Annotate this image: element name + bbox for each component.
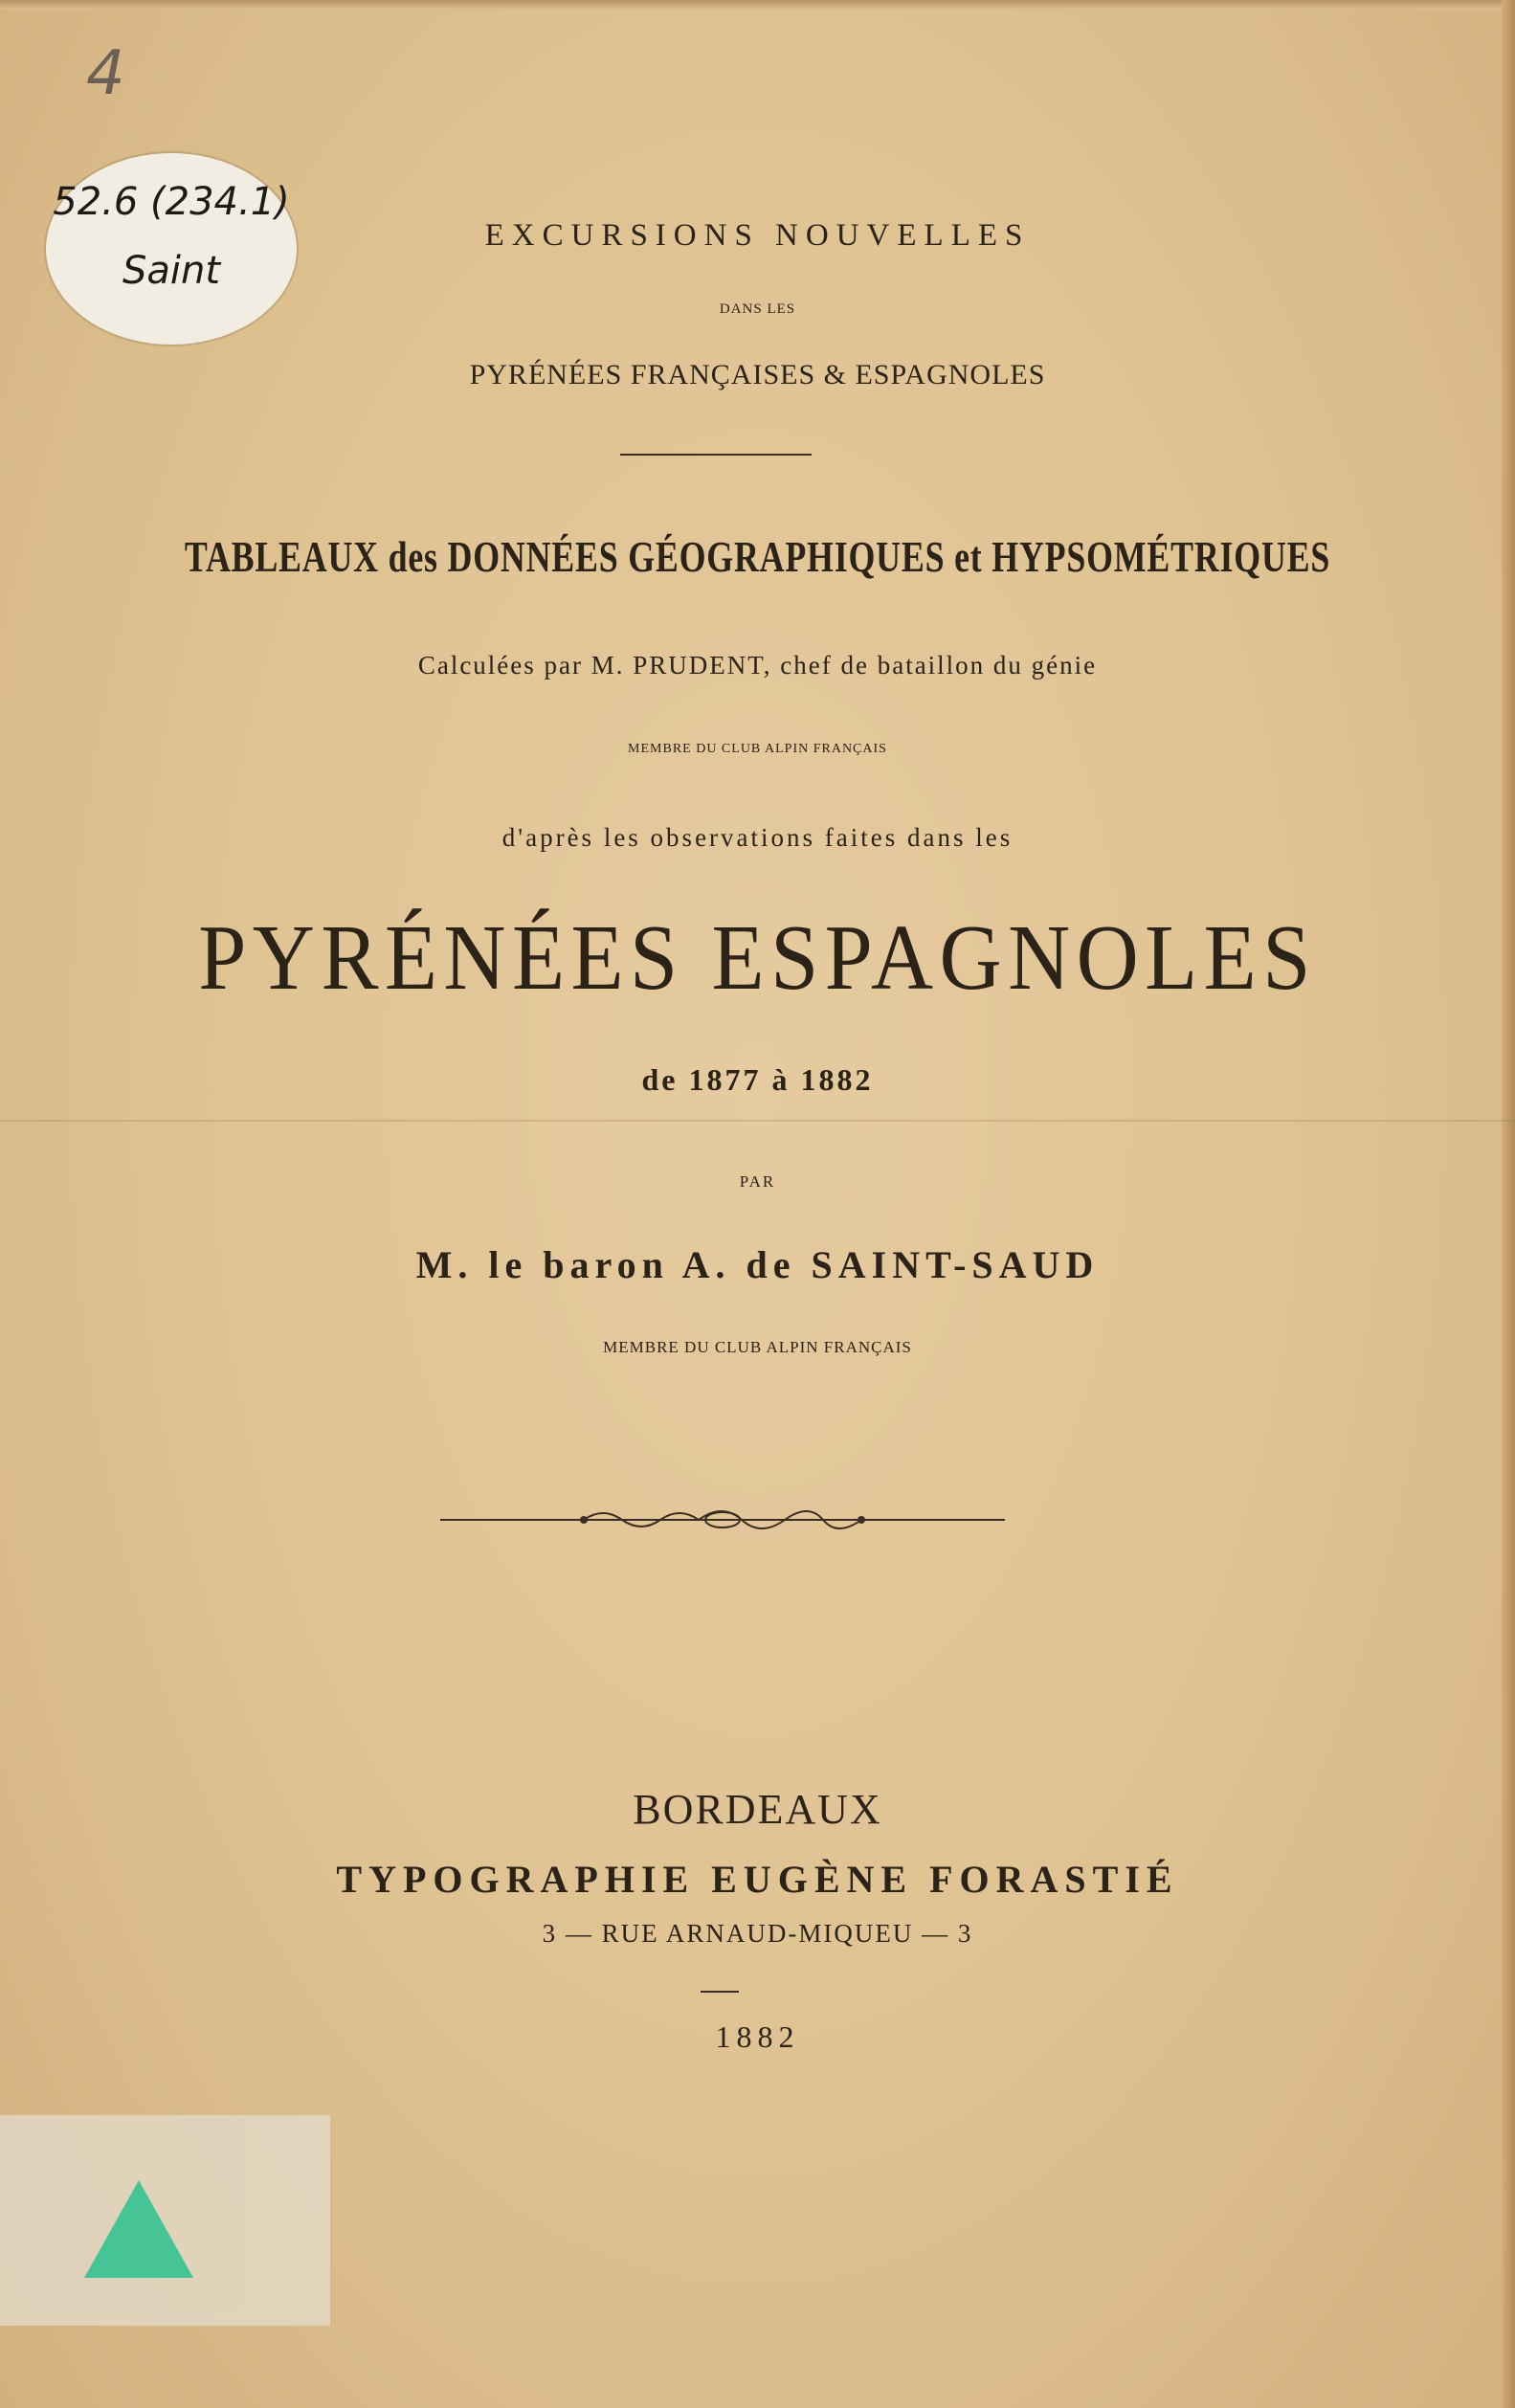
ornamental-divider [440,1503,1005,1541]
author-name: M. le baron A. de SAINT-SAUD [415,1243,1100,1286]
divider-rule [620,454,812,456]
imprint-year: 1882 [715,2019,800,2054]
sticker-call-number: 52.6 (234.1) [53,180,290,224]
imprint-printer: TYPOGRAPHIE EUGÈNE FORASTIÉ [336,1858,1179,1901]
sticker-cutter: Saint [122,249,221,293]
imprint-city: BORDEAUX [633,1786,882,1833]
region-subtitle: PYRÉNÉES FRANÇAISES & ESPAGNOLES [469,359,1046,390]
imprint-address: 3 — RUE ARNAUD-MIQUEU — 3 [542,1919,973,1948]
page-edge-top [0,0,1515,10]
main-title: PYRÉNÉES ESPAGNOLES [198,906,1317,1010]
document-title: TABLEAUX des DONNÉES GÉOGRAPHIQUES et HYPSOMÉTRIQUES [184,532,1331,581]
par-label: PAR [739,1172,776,1191]
page-fold [0,1120,1515,1122]
dans-les: DANS LES [719,301,796,317]
pencil-mark: 4 [86,38,125,109]
library-tab-label [0,2115,330,2326]
triangle-icon [77,2173,201,2287]
computed-by: Calculées par M. PRUDENT, chef de bataillon du génie [417,651,1098,680]
membership-author: MEMBRE DU CLUB ALPIN FRANÇAIS [603,1338,912,1356]
imprint-rule [701,1991,739,1993]
series-title: EXCURSIONS NOUVELLES [484,218,1031,253]
years: de 1877 à 1882 [641,1062,874,1097]
based-on: d'après les observations faites dans les [501,823,1014,852]
membership-prudent: MEMBRE DU CLUB ALPIN FRANÇAIS [628,742,887,756]
